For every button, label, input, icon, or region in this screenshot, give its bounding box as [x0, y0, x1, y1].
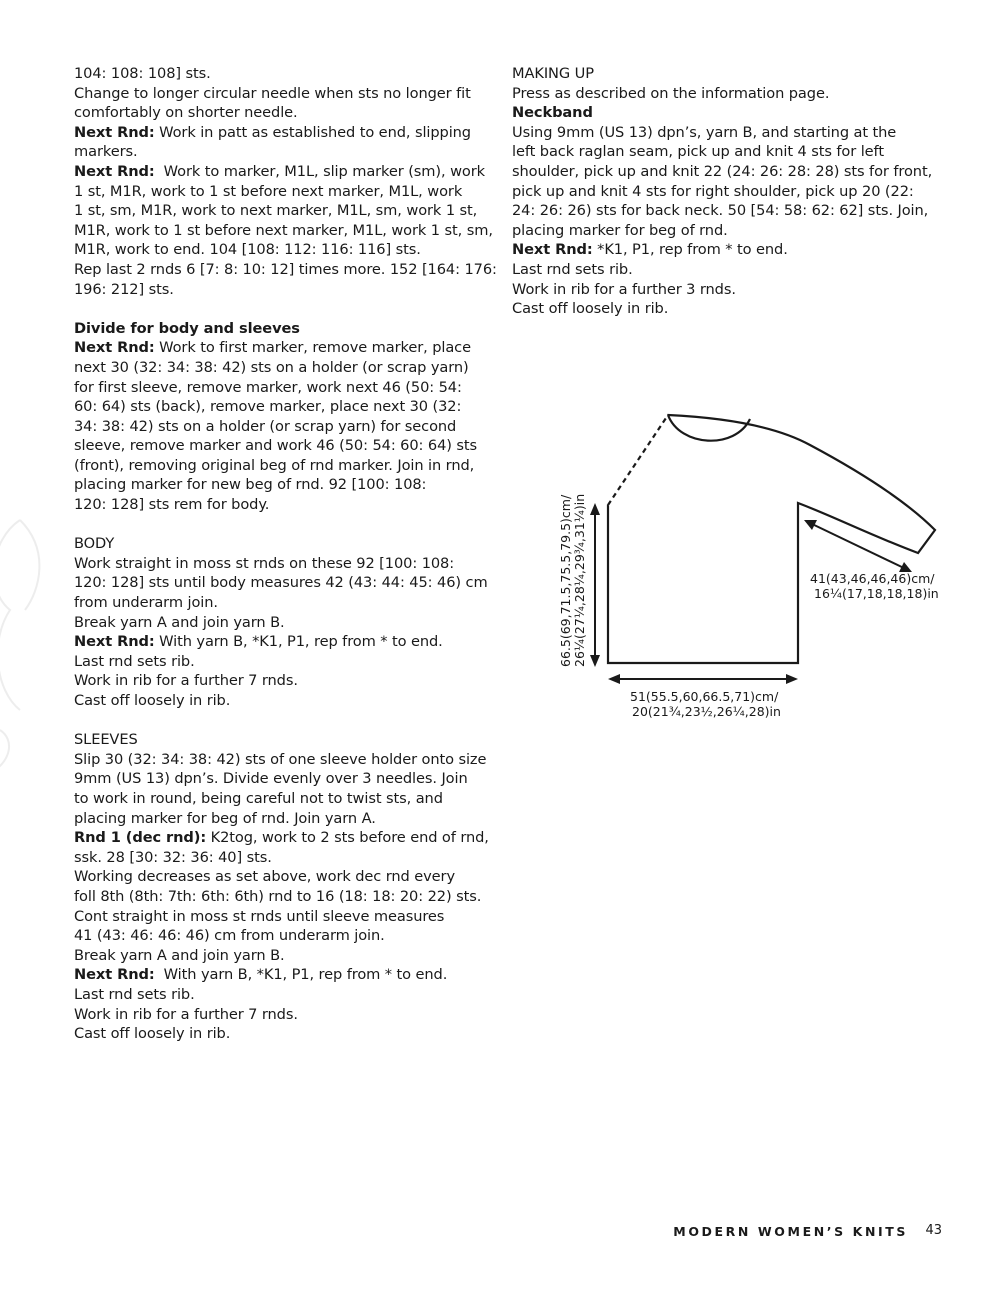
text-line: M1R, work to end. 104 [108: 112: 116: 116] sts.: [74, 241, 421, 259]
text-line: SLEEVES: [74, 731, 138, 749]
text-line: from underarm join.: [74, 594, 218, 612]
text-line: Press as described on the information page.: [512, 84, 830, 102]
text-line: 41 (43: 46: 46: 46) cm from underarm join.: [74, 927, 385, 945]
section-heading: Neckband: [512, 104, 593, 122]
text-line: Break yarn A and join yarn B.: [74, 613, 285, 631]
text-line: M1R, work to 1 st before next marker, M1L, work 1 st, sm,: [74, 221, 493, 239]
text-line: Rep last 2 rnds 6 [7: 8: 10: 12] times more. 152 [164: 176:: [74, 260, 497, 278]
instruction-label: Next Rnd:: [74, 633, 155, 651]
paragraph-gap: [74, 711, 490, 731]
length-label-cm: 66.5(69,71.5,75.5,79.5)cm/: [558, 494, 573, 667]
instruction-line: [74, 338, 490, 358]
text-line: Work in rib for a further 7 rnds.: [74, 672, 298, 690]
text-line: Last rnd sets rib.: [74, 652, 195, 670]
sleeve-label-cm: 41(43,46,46,46)cm/: [810, 571, 935, 586]
instruction-label: Next Rnd:: [74, 162, 155, 180]
instruction-label: Rnd 1 (dec rnd):: [74, 829, 207, 847]
instruction-label: Next Rnd:: [512, 241, 593, 259]
text-line: 60: 64) sts (back), remove marker, place next 30 (32:: [74, 398, 462, 416]
text-line: 24: 26: 26) sts for back neck. 50 [54: 58: 62: 62] sts. Join,: [512, 202, 929, 220]
width-label-in: 20(21¾,23½,26¼,28)in: [632, 704, 781, 719]
text-line: placing marker for beg of rnd. Join yarn A.: [74, 809, 376, 827]
text-line: markers.: [74, 143, 138, 161]
instruction-label: Next Rnd:: [74, 339, 155, 357]
section-heading: Divide for body and sleeves: [74, 319, 300, 337]
instruction-text: K2tog, work to 2 sts before end of rnd,: [206, 829, 489, 847]
sweater-outline: [608, 415, 935, 663]
text-line: 9mm (US 13) dpn’s. Divide evenly over 3 needles. Join: [74, 770, 468, 788]
instruction-line: [74, 162, 490, 182]
text-line: Slip 30 (32: 34: 38: 42) sts of one sleeve holder onto size: [74, 750, 487, 768]
instruction-line: [74, 965, 490, 985]
paragraph-gap: [74, 299, 490, 319]
text-line: Cast off loosely in rib.: [512, 300, 669, 318]
text-line: Last rnd sets rib.: [74, 985, 195, 1003]
text-line: 1 st, M1R, work to 1 st before next marker, M1L, work: [74, 182, 463, 200]
text-line: Cast off loosely in rib.: [74, 1025, 231, 1043]
text-line: 104: 108: 108] sts.: [74, 65, 211, 82]
text-line: to work in round, being careful not to twist sts, and: [74, 789, 443, 807]
instruction-text: *K1, P1, rep from * to end.: [592, 241, 788, 259]
text-line: Cast off loosely in rib.: [74, 692, 231, 709]
sleeve-label-in: 16¼(17,18,18,18)in: [814, 586, 939, 601]
instruction-line: [74, 632, 490, 652]
instruction-text: Work to marker, M1L, slip marker (sm), work: [154, 162, 486, 180]
text-line: Using 9mm (US 13) dpn’s, yarn B, and starting at the: [512, 123, 897, 141]
text-line: 196: 212] sts.: [74, 280, 174, 298]
text-line: Work in rib for a further 7 rnds.: [74, 1005, 298, 1023]
instruction-text: Work to first marker, remove marker, place: [154, 339, 471, 357]
text-line: (front), removing original beg of rnd marker. Join in rnd,: [74, 456, 475, 474]
text-line: MAKING UP: [512, 65, 594, 82]
text-line: comfortably on shorter needle.: [74, 104, 298, 122]
paragraph-gap: [74, 515, 490, 535]
text-line: Work in rib for a further 3 rnds.: [512, 280, 736, 298]
text-line: Working decreases as set above, work dec rnd every: [74, 868, 455, 886]
instruction-label: Next Rnd:: [74, 123, 155, 141]
left-column: [74, 64, 497, 1044]
text-line: for first sleeve, remove marker, work next 46 (50: 54:: [74, 378, 462, 396]
text-line: BODY: [74, 535, 115, 553]
text-line: left back raglan seam, pick up and knit 4 sts for left: [512, 143, 884, 161]
length-label-in: 26¼(27¼,28¼,29¾,31¼)in: [572, 493, 587, 667]
text-line: shoulder, pick up and knit 22 (24: 26: 28: 28) sts for front,: [512, 162, 933, 180]
instruction-text: Work in patt as established to end, slipping: [154, 123, 471, 141]
text-line: Change to longer circular needle when sts no longer fit: [74, 84, 471, 102]
text-line: 34: 38: 42) sts on a holder (or scrap yarn) for second: [74, 417, 457, 435]
instruction-line: [74, 828, 490, 848]
text-line: pick up and knit 4 sts for right shoulder, pick up 20 (22:: [512, 182, 914, 200]
text-line: foll 8th (8th: 7th: 6th: 6th) rnd to 16 (18: 18: 20: 22) sts.: [74, 887, 482, 905]
instruction-line: [74, 123, 490, 143]
text-line: 1 st, sm, M1R, work to next marker, M1L, sm, work 1 st,: [74, 202, 478, 220]
text-line: placing marker for beg of rnd.: [512, 221, 728, 239]
instruction-text: With yarn B, *K1, P1, rep from * to end.: [154, 633, 443, 651]
text-line: 120: 128] sts until body measures 42 (43: 44: 45: 46) cm: [74, 574, 488, 592]
text-line: 120: 128] sts rem for body.: [74, 496, 270, 514]
text-line: next 30 (32: 34: 38: 42) sts on a holder (or scrap yarn): [74, 358, 469, 376]
instruction-label: Next Rnd:: [74, 966, 155, 984]
butterfly-watermark-icon: [0, 500, 60, 780]
text-line: Work straight in moss st rnds on these 92 [100: 108:: [74, 554, 455, 572]
width-label-cm: 51(55.5,60,66.5,71)cm/: [630, 689, 779, 704]
book-title: MODERN WOMEN’S KNITS: [673, 1224, 908, 1239]
sleeve-arrow: [810, 523, 906, 569]
text-line: Cont straight in moss st rnds until sleeve measures: [74, 907, 445, 925]
sweater-schematic: [540, 405, 960, 735]
text-line: Break yarn A and join yarn B.: [74, 946, 285, 964]
right-column: [512, 64, 933, 319]
text-line: placing marker for new beg of rnd. 92 [100: 108:: [74, 476, 427, 494]
page-number: 43: [925, 1223, 942, 1238]
text-line: sleeve, remove marker and work 46 (50: 54: 60: 64) sts: [74, 437, 478, 455]
text-line: Last rnd sets rib.: [512, 260, 633, 278]
instruction-line: [512, 240, 912, 260]
instruction-text: With yarn B, *K1, P1, rep from * to end.: [154, 966, 448, 984]
text-line: ssk. 28 [30: 32: 36: 40] sts.: [74, 848, 272, 866]
